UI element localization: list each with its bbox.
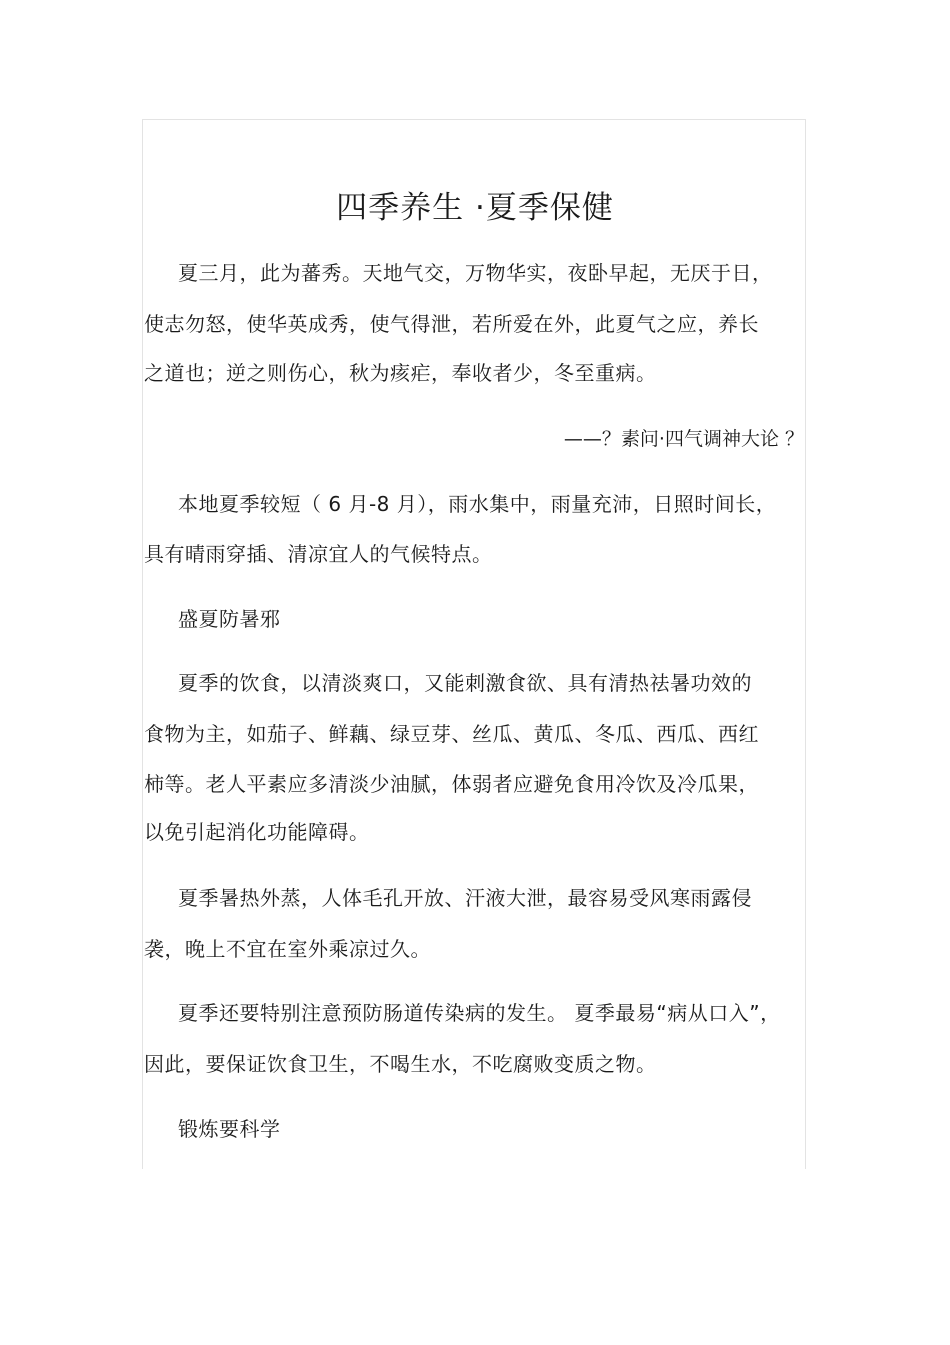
diet-para-line-4: 以免引起消化功能障碍。 xyxy=(144,820,370,844)
quote-source: ——？素问·四气调神大论 ？ xyxy=(563,428,804,450)
heat-para-line-1: 夏季暑热外蒸，人体毛孔开放、汗液大泄，最容易受风寒雨露侵 xyxy=(178,886,752,910)
document-title: 四季养生 ·夏季保健 xyxy=(336,190,614,226)
quote-line-3: 之道也；逆之则伤心，秋为痎疟，奉收者少，冬至重病。 xyxy=(144,361,657,385)
intro-line-1: 本地夏季较短（ 6 月-8 月），雨水集中，雨量充沛，日照时间长， xyxy=(178,492,777,516)
heat-para-line-2: 袭，晚上不宜在室外乘凉过久。 xyxy=(144,937,431,961)
diet-para-line-3: 柿等。老人平素应多清淡少油腻，体弱者应避免食用冷饮及冷瓜果， xyxy=(144,772,759,796)
quote-line-1: 夏三月，此为蕃秀。天地气交，万物华实，夜卧早起，无厌于日， xyxy=(178,261,773,285)
section-heading-summer-heat: 盛夏防暑邪 xyxy=(178,607,281,631)
section-heading-exercise: 锻炼要科学 xyxy=(178,1117,281,1141)
hygiene-para-line-2: 因此，要保证饮食卫生，不喝生水，不吃腐败变质之物。 xyxy=(144,1052,657,1076)
quote-line-2: 使志勿怒，使华英成秀，使气得泄，若所爱在外，此夏气之应，养长 xyxy=(144,312,759,336)
hygiene-para-line-1: 夏季还要特别注意预防肠道传染病的发生。 夏季最易“病从口入”， xyxy=(178,1001,781,1025)
diet-para-line-1: 夏季的饮食，以清淡爽口，又能刺激食欲、具有清热祛暑功效的 xyxy=(178,671,752,695)
intro-line-2: 具有晴雨穿插、清凉宜人的气候特点。 xyxy=(144,542,493,566)
diet-para-line-2: 食物为主，如茄子、鲜藕、绿豆芽、丝瓜、黄瓜、冬瓜、西瓜、西红 xyxy=(144,722,759,746)
